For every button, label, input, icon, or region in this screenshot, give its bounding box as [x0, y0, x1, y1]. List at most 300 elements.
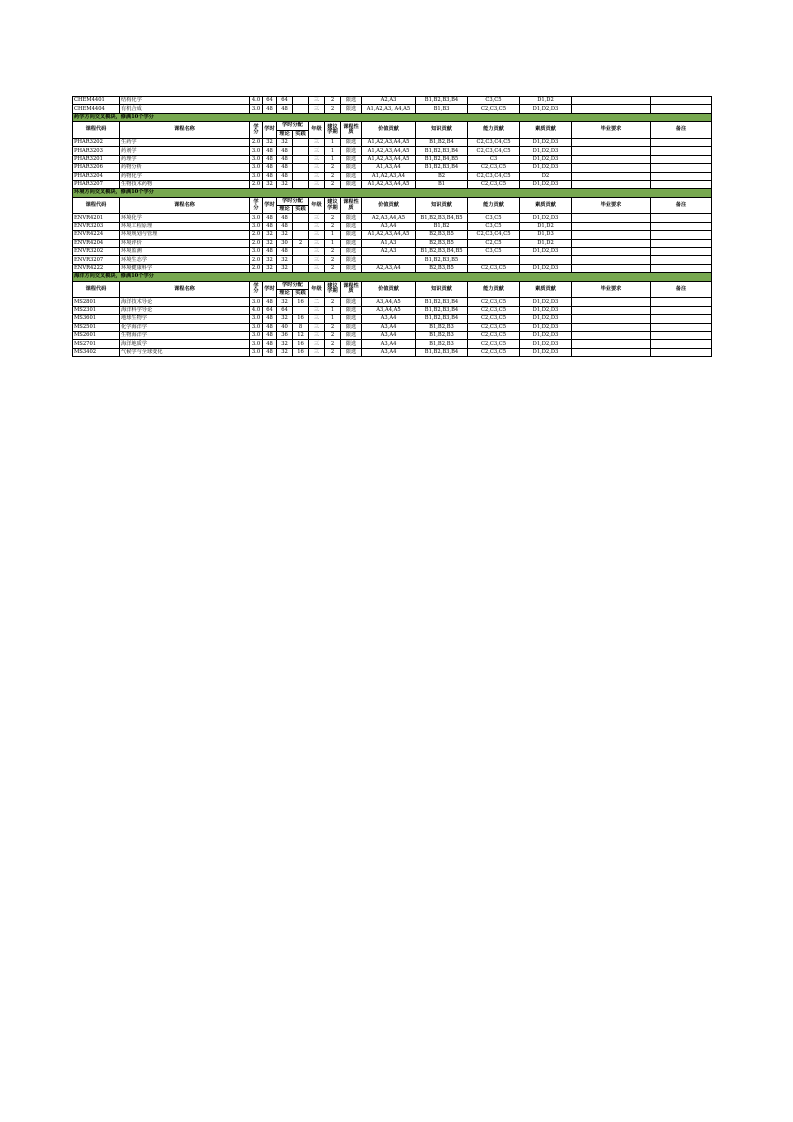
- header-ability: 能力贡献: [468, 281, 520, 298]
- credits-cell: 3.0: [250, 222, 263, 230]
- nature-cell: 限选: [341, 138, 362, 146]
- graduation-requirement-cell: [572, 348, 651, 356]
- value-contribution-cell: A2,A3,A4,A5: [362, 214, 416, 222]
- header-row: [73, 197, 712, 205]
- ability-contribution-cell: C3,C5: [468, 248, 520, 256]
- theory-hours-cell: 32: [277, 348, 293, 356]
- nature-cell: 限选: [341, 340, 362, 348]
- quality-contribution-cell: D1,D2,D3: [520, 105, 572, 113]
- course-name-cell: 有机合成: [120, 105, 250, 113]
- hours-cell: 48: [263, 331, 277, 339]
- header-theory: 理论: [277, 130, 293, 138]
- remarks-cell: [651, 164, 712, 172]
- credits-cell: 3.0: [250, 348, 263, 356]
- header-theory: 理论: [277, 289, 293, 297]
- value-contribution-cell: A1,A2,A3,A4,A5: [362, 155, 416, 163]
- nature-cell: 限选: [341, 298, 362, 306]
- grade-cell: 三: [309, 164, 325, 172]
- ability-contribution-cell: C2,C3,C4,C5: [468, 147, 520, 155]
- credits-cell: 4.0: [250, 97, 263, 105]
- section-title: 环境方向交叉模块，修满10个学分: [73, 189, 712, 197]
- practice-hours-cell: [293, 306, 309, 314]
- table-row: [73, 164, 712, 172]
- nature-cell: 限选: [341, 231, 362, 239]
- knowledge-contribution-cell: B1,B2,B3: [416, 340, 468, 348]
- nature-cell: 限选: [341, 348, 362, 356]
- term-cell: 2: [325, 298, 341, 306]
- remarks-cell: [651, 348, 712, 356]
- course-code-cell: ENVR4224: [73, 231, 120, 239]
- value-contribution-cell: A1,A2,A3,A4: [362, 172, 416, 180]
- remarks-cell: [651, 231, 712, 239]
- term-cell: 2: [325, 164, 341, 172]
- course-code-cell: ENVR4222: [73, 264, 120, 272]
- knowledge-contribution-cell: B1,B2,B3: [416, 323, 468, 331]
- grade-cell: 三: [309, 331, 325, 339]
- header-name: 课程名称: [120, 281, 250, 298]
- header-credits: 学分: [250, 281, 263, 298]
- course-name-cell: 生物技术药物: [120, 180, 250, 188]
- table-row: [73, 105, 712, 113]
- grade-cell: 三: [309, 264, 325, 272]
- table-row: [73, 323, 712, 331]
- nature-cell: 限选: [341, 256, 362, 264]
- ability-contribution-cell: C3,C5: [468, 214, 520, 222]
- theory-hours-cell: 32: [277, 264, 293, 272]
- practice-hours-cell: 8: [293, 323, 309, 331]
- header-remarks: 备注: [651, 281, 712, 298]
- ability-contribution-cell: C2,C3,C5: [468, 315, 520, 323]
- course-name-cell: 环境化学: [120, 214, 250, 222]
- credits-cell: 3.0: [250, 155, 263, 163]
- hours-cell: 48: [263, 105, 277, 113]
- header-nature: 课程性质: [341, 122, 362, 139]
- remarks-cell: [651, 239, 712, 247]
- theory-hours-cell: 48: [277, 172, 293, 180]
- theory-hours-cell: 30: [277, 239, 293, 247]
- knowledge-contribution-cell: B1,B2,B3,B4: [416, 147, 468, 155]
- header-nature: 课程性质: [341, 281, 362, 298]
- graduation-requirement-cell: [572, 164, 651, 172]
- nature-cell: 限选: [341, 248, 362, 256]
- theory-hours-cell: 48: [277, 248, 293, 256]
- hours-cell: 32: [263, 231, 277, 239]
- header-code: 课程代码: [73, 281, 120, 298]
- theory-hours-cell: 36: [277, 331, 293, 339]
- remarks-cell: [651, 214, 712, 222]
- ability-contribution-cell: C3,C5: [468, 97, 520, 105]
- term-cell: 1: [325, 147, 341, 155]
- course-name-cell: 化学海洋学: [120, 323, 250, 331]
- knowledge-contribution-cell: B1,B2,B3,B4,B5: [416, 214, 468, 222]
- header-hour-split: 学时分配: [277, 281, 309, 289]
- ability-contribution-cell: C2,C3,C5: [468, 180, 520, 188]
- graduation-requirement-cell: [572, 264, 651, 272]
- knowledge-contribution-cell: B1,B2,B3,B4: [416, 97, 468, 105]
- term-cell: 2: [325, 331, 341, 339]
- header-quality: 素质贡献: [520, 122, 572, 139]
- term-cell: 2: [325, 323, 341, 331]
- table-row: [73, 248, 712, 256]
- credits-cell: 4.0: [250, 306, 263, 314]
- remarks-cell: [651, 331, 712, 339]
- knowledge-contribution-cell: B1: [416, 180, 468, 188]
- credits-cell: 2.0: [250, 256, 263, 264]
- hours-cell: 48: [263, 222, 277, 230]
- knowledge-contribution-cell: B1,B2,B3,B5: [416, 256, 468, 264]
- course-name-cell: 环境工程原理: [120, 222, 250, 230]
- table-row: [73, 348, 712, 356]
- course-code-cell: MS3402: [73, 348, 120, 356]
- nature-cell: 限选: [341, 147, 362, 155]
- header-remarks: 备注: [651, 197, 712, 214]
- course-code-cell: PHAR3203: [73, 147, 120, 155]
- quality-contribution-cell: D1,D2,D3: [520, 340, 572, 348]
- grade-cell: 三: [309, 105, 325, 113]
- course-name-cell: 药物分析: [120, 164, 250, 172]
- nature-cell: 限选: [341, 97, 362, 105]
- credits-cell: 3.0: [250, 248, 263, 256]
- grade-cell: 三: [309, 256, 325, 264]
- credits-cell: 2.0: [250, 180, 263, 188]
- hours-cell: 48: [263, 323, 277, 331]
- course-name-cell: 药理学: [120, 155, 250, 163]
- remarks-cell: [651, 147, 712, 155]
- nature-cell: 限选: [341, 222, 362, 230]
- grade-cell: 三: [309, 214, 325, 222]
- graduation-requirement-cell: [572, 323, 651, 331]
- grade-cell: 三: [309, 180, 325, 188]
- nature-cell: 限选: [341, 323, 362, 331]
- knowledge-contribution-cell: B2,B3,B5: [416, 264, 468, 272]
- practice-hours-cell: [293, 155, 309, 163]
- quality-contribution-cell: D1,D2,D3: [520, 214, 572, 222]
- header-row: [73, 281, 712, 289]
- course-code-cell: ENVR3207: [73, 256, 120, 264]
- course-name-cell: 环境健康科学: [120, 264, 250, 272]
- value-contribution-cell: A1,A3: [362, 239, 416, 247]
- ability-contribution-cell: C2,C3,C4,C5: [468, 172, 520, 180]
- practice-hours-cell: 16: [293, 340, 309, 348]
- theory-hours-cell: 64: [277, 97, 293, 105]
- course-name-cell: 生药学: [120, 138, 250, 146]
- header-hour-split: 学时分配: [277, 197, 309, 205]
- header-code: 课程代码: [73, 197, 120, 214]
- course-code-cell: MS2501: [73, 323, 120, 331]
- value-contribution-cell: A2,A3: [362, 248, 416, 256]
- ability-contribution-cell: C3,C5: [468, 222, 520, 230]
- header-name: 课程名称: [120, 122, 250, 139]
- nature-cell: 限选: [341, 331, 362, 339]
- quality-contribution-cell: D1,D2: [520, 239, 572, 247]
- course-table: [72, 96, 712, 357]
- knowledge-contribution-cell: B1,B2,B3,B4: [416, 164, 468, 172]
- ability-contribution-cell: C2,C3,C5: [468, 323, 520, 331]
- course-code-cell: PHAR3202: [73, 138, 120, 146]
- value-contribution-cell: A3,A4: [362, 315, 416, 323]
- ability-contribution-cell: C2,C3,C5: [468, 340, 520, 348]
- nature-cell: 限选: [341, 306, 362, 314]
- theory-hours-cell: 48: [277, 214, 293, 222]
- grade-cell: 三: [309, 231, 325, 239]
- graduation-requirement-cell: [572, 155, 651, 163]
- term-cell: 2: [325, 97, 341, 105]
- credits-cell: 3.0: [250, 172, 263, 180]
- header-row: [73, 122, 712, 130]
- graduation-requirement-cell: [572, 331, 651, 339]
- header-code: 课程代码: [73, 122, 120, 139]
- quality-contribution-cell: D1,D2,D3: [520, 155, 572, 163]
- knowledge-contribution-cell: B1,B2,B3,B4: [416, 348, 468, 356]
- grade-cell: 三: [309, 138, 325, 146]
- hours-cell: 32: [263, 264, 277, 272]
- practice-hours-cell: [293, 105, 309, 113]
- remarks-cell: [651, 340, 712, 348]
- quality-contribution-cell: D1,D2: [520, 222, 572, 230]
- theory-hours-cell: 32: [277, 340, 293, 348]
- theory-hours-cell: 32: [277, 138, 293, 146]
- hours-cell: 64: [263, 97, 277, 105]
- term-cell: 1: [325, 138, 341, 146]
- course-name-cell: 海洋科学导论: [120, 306, 250, 314]
- hours-cell: 48: [263, 147, 277, 155]
- course-code-cell: ENVR4201: [73, 214, 120, 222]
- value-contribution-cell: A1,A3,A4: [362, 164, 416, 172]
- graduation-requirement-cell: [572, 248, 651, 256]
- table-row: [73, 256, 712, 264]
- course-name-cell: 气候学与全球变化: [120, 348, 250, 356]
- practice-hours-cell: 2: [293, 239, 309, 247]
- remarks-cell: [651, 298, 712, 306]
- header-ability: 能力贡献: [468, 197, 520, 214]
- graduation-requirement-cell: [572, 298, 651, 306]
- course-code-cell: ENVR3202: [73, 248, 120, 256]
- theory-hours-cell: 32: [277, 256, 293, 264]
- header-values: 价值贡献: [362, 281, 416, 298]
- term-cell: 2: [325, 248, 341, 256]
- knowledge-contribution-cell: B2,B3,B5: [416, 231, 468, 239]
- remarks-cell: [651, 222, 712, 230]
- value-contribution-cell: A1,A2,A3,A4,A5: [362, 231, 416, 239]
- header-grade: 年级: [309, 122, 325, 139]
- course-code-cell: MS2701: [73, 340, 120, 348]
- ability-contribution-cell: C2,C3,C5: [468, 331, 520, 339]
- header-quality: 素质贡献: [520, 197, 572, 214]
- knowledge-contribution-cell: B1,B2,B3: [416, 331, 468, 339]
- header-values: 价值贡献: [362, 197, 416, 214]
- header-credits: 学分: [250, 122, 263, 139]
- header-quality: 素质贡献: [520, 281, 572, 298]
- hours-cell: 48: [263, 164, 277, 172]
- hours-cell: 48: [263, 155, 277, 163]
- header-remarks: 备注: [651, 122, 712, 139]
- term-cell: 1: [325, 231, 341, 239]
- table-row: [73, 264, 712, 272]
- grade-cell: 三: [309, 348, 325, 356]
- grade-cell: 三: [309, 248, 325, 256]
- knowledge-contribution-cell: B1,B3: [416, 105, 468, 113]
- hours-cell: 32: [263, 256, 277, 264]
- section-banner: [73, 273, 712, 281]
- ability-contribution-cell: C2,C5: [468, 239, 520, 247]
- course-name-cell: 环境生态学: [120, 256, 250, 264]
- grade-cell: 三: [309, 222, 325, 230]
- hours-cell: 48: [263, 298, 277, 306]
- remarks-cell: [651, 306, 712, 314]
- remarks-cell: [651, 264, 712, 272]
- term-cell: 2: [325, 214, 341, 222]
- grade-cell: 三: [309, 315, 325, 323]
- course-code-cell: MS2301: [73, 306, 120, 314]
- practice-hours-cell: [293, 164, 309, 172]
- table-row: [73, 147, 712, 155]
- quality-contribution-cell: D1,D2,D3: [520, 147, 572, 155]
- graduation-requirement-cell: [572, 256, 651, 264]
- ability-contribution-cell: C2,C3,C5: [468, 164, 520, 172]
- course-name-cell: 地球生物学: [120, 315, 250, 323]
- course-code-cell: CHEM4404: [73, 105, 120, 113]
- hours-cell: 32: [263, 138, 277, 146]
- term-cell: 2: [325, 256, 341, 264]
- nature-cell: 限选: [341, 105, 362, 113]
- header-knowledge: 知识贡献: [416, 197, 468, 214]
- course-name-cell: 药物化学: [120, 172, 250, 180]
- graduation-requirement-cell: [572, 315, 651, 323]
- value-contribution-cell: A3,A4: [362, 340, 416, 348]
- credits-cell: 3.0: [250, 323, 263, 331]
- hours-cell: 32: [263, 180, 277, 188]
- ability-contribution-cell: C2,C3,C4,C5: [468, 138, 520, 146]
- header-grade: 年级: [309, 281, 325, 298]
- grade-cell: 三: [309, 340, 325, 348]
- graduation-requirement-cell: [572, 340, 651, 348]
- quality-contribution-cell: D1,D2,D3: [520, 138, 572, 146]
- theory-hours-cell: 64: [277, 306, 293, 314]
- header-theory: 理论: [277, 206, 293, 214]
- header-values: 价值贡献: [362, 122, 416, 139]
- nature-cell: 限选: [341, 315, 362, 323]
- ability-contribution-cell: C2,C3,C4,C5: [468, 231, 520, 239]
- section-title: 海洋方向交叉模块，修满10个学分: [73, 273, 712, 281]
- knowledge-contribution-cell: B1,B2,B3,B4: [416, 315, 468, 323]
- value-contribution-cell: A1,A2,A3,A4,A5: [362, 147, 416, 155]
- practice-hours-cell: [293, 97, 309, 105]
- course-code-cell: ENVR3203: [73, 222, 120, 230]
- remarks-cell: [651, 138, 712, 146]
- credits-cell: 3.0: [250, 298, 263, 306]
- graduation-requirement-cell: [572, 172, 651, 180]
- header-term: 建议学期: [325, 197, 341, 214]
- graduation-requirement-cell: [572, 105, 651, 113]
- term-cell: 1: [325, 315, 341, 323]
- quality-contribution-cell: D1,D3: [520, 231, 572, 239]
- header-hours: 学时: [263, 281, 277, 298]
- graduation-requirement-cell: [572, 239, 651, 247]
- practice-hours-cell: 16: [293, 298, 309, 306]
- credits-cell: 3.0: [250, 214, 263, 222]
- header-practice: 实践: [293, 130, 309, 138]
- practice-hours-cell: [293, 222, 309, 230]
- value-contribution-cell: A1,A2,A3, A4,A5: [362, 105, 416, 113]
- header-name: 课程名称: [120, 197, 250, 214]
- quality-contribution-cell: D1,D2,D3: [520, 323, 572, 331]
- header-ability: 能力贡献: [468, 122, 520, 139]
- term-cell: 2: [325, 105, 341, 113]
- graduation-requirement-cell: [572, 97, 651, 105]
- quality-contribution-cell: D1,D2,D3: [520, 315, 572, 323]
- remarks-cell: [651, 172, 712, 180]
- graduation-requirement-cell: [572, 306, 651, 314]
- nature-cell: 限选: [341, 155, 362, 163]
- graduation-requirement-cell: [572, 214, 651, 222]
- course-code-cell: PHAR3201: [73, 155, 120, 163]
- credits-cell: 3.0: [250, 340, 263, 348]
- ability-contribution-cell: C2,C3,C5: [468, 264, 520, 272]
- value-contribution-cell: A2,A3: [362, 97, 416, 105]
- value-contribution-cell: A1,A2,A3,A4,A5: [362, 180, 416, 188]
- header-hours: 学时: [263, 122, 277, 139]
- course-code-cell: PHAR3204: [73, 172, 120, 180]
- quality-contribution-cell: D1,D2,D3: [520, 298, 572, 306]
- remarks-cell: [651, 256, 712, 264]
- hours-cell: 48: [263, 248, 277, 256]
- grade-cell: 三: [309, 306, 325, 314]
- theory-hours-cell: 40: [277, 323, 293, 331]
- value-contribution-cell: A2,A3,A4: [362, 264, 416, 272]
- course-name-cell: 结构化学: [120, 97, 250, 105]
- nature-cell: 限选: [341, 264, 362, 272]
- value-contribution-cell: A1,A2,A3,A4,A5: [362, 138, 416, 146]
- grade-cell: 三: [309, 323, 325, 331]
- course-code-cell: PHAR3207: [73, 180, 120, 188]
- hours-cell: 64: [263, 306, 277, 314]
- section-banner: [73, 189, 712, 197]
- practice-hours-cell: [293, 172, 309, 180]
- ability-contribution-cell: C2,C3,C5: [468, 348, 520, 356]
- nature-cell: 限选: [341, 164, 362, 172]
- header-term: 建议学期: [325, 122, 341, 139]
- header-requirement: 毕业要求: [572, 122, 651, 139]
- theory-hours-cell: 48: [277, 155, 293, 163]
- practice-hours-cell: [293, 180, 309, 188]
- hours-cell: 48: [263, 172, 277, 180]
- remarks-cell: [651, 97, 712, 105]
- table-row: [73, 239, 712, 247]
- course-code-cell: CHEM4401: [73, 97, 120, 105]
- value-contribution-cell: A3,A4,A5: [362, 298, 416, 306]
- quality-contribution-cell: D1,D2,D3: [520, 331, 572, 339]
- term-cell: 2: [325, 222, 341, 230]
- header-practice: 实践: [293, 206, 309, 214]
- grade-cell: 三: [309, 155, 325, 163]
- table-row: [73, 340, 712, 348]
- course-name-cell: 药剂学: [120, 147, 250, 155]
- practice-hours-cell: 12: [293, 331, 309, 339]
- knowledge-contribution-cell: B2: [416, 172, 468, 180]
- table-row: [73, 315, 712, 323]
- course-name-cell: 环境规划与管理: [120, 231, 250, 239]
- remarks-cell: [651, 105, 712, 113]
- course-code-cell: PHAR3206: [73, 164, 120, 172]
- theory-hours-cell: 32: [277, 315, 293, 323]
- nature-cell: 限选: [341, 180, 362, 188]
- term-cell: 2: [325, 348, 341, 356]
- theory-hours-cell: 32: [277, 180, 293, 188]
- table-row: [73, 97, 712, 105]
- remarks-cell: [651, 248, 712, 256]
- table-row: [73, 298, 712, 306]
- grade-cell: 三: [309, 97, 325, 105]
